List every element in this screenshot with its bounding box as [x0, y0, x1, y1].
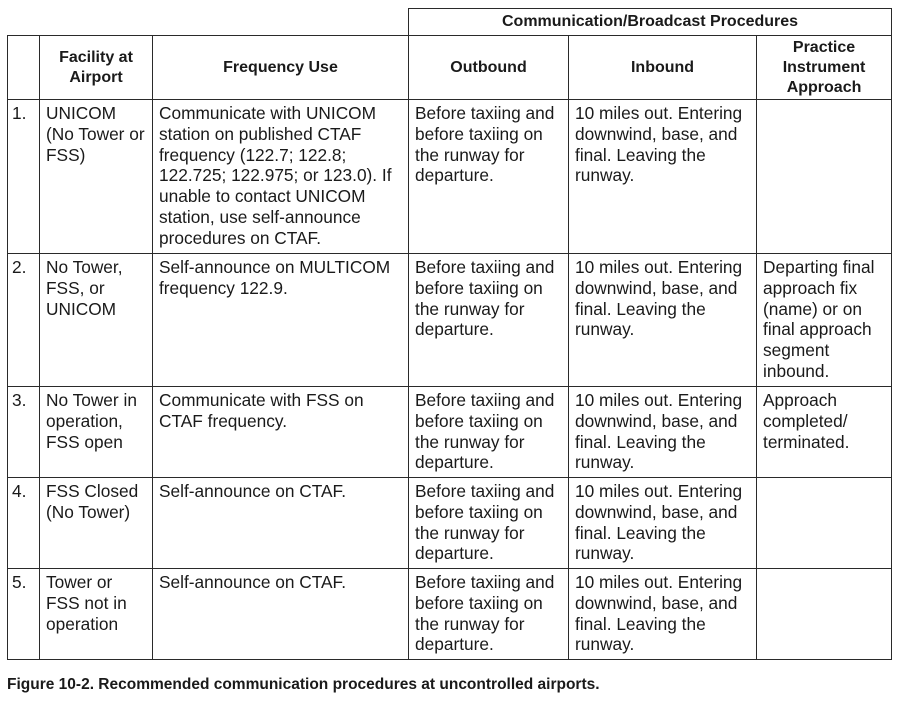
practice-approach-header: Practice Instrument Approach — [757, 36, 892, 100]
outbound-cell: Before taxiing and before taxiing on the runway for departure. — [409, 478, 569, 569]
outbound-cell: Before taxiing and before taxiing on the runway for departure. — [409, 254, 569, 387]
outbound-cell: Before taxiing and before taxiing on the runway for departure. — [409, 100, 569, 254]
practice-cell — [757, 569, 892, 660]
facility-cell: Tower or FSS not in operation — [40, 569, 153, 660]
practice-cell: Approach completed/ terminated. — [757, 387, 892, 478]
facility-cell: FSS Closed (No Tower) — [40, 478, 153, 569]
table-row — [8, 478, 892, 569]
group-header-row — [8, 9, 892, 36]
group-header: Communication/Broadcast Procedures — [409, 9, 892, 36]
facility-header: Facility at Airport — [40, 36, 153, 100]
frequency-use-cell: Communicate with FSS on CTAF frequency. — [153, 387, 409, 478]
inbound-header: Inbound — [569, 36, 757, 100]
number-header — [8, 36, 40, 100]
frequency-use-cell: Communicate with UNICOM station on published CTAF frequency (122.7; 122.8; 122.725; 122.975; or 123.0). If unable to contact UNICOM station, use self-announce procedures on CTAF. — [153, 100, 409, 254]
column-header-row — [8, 36, 892, 100]
row-number: 4. — [8, 478, 40, 569]
inbound-cell: 10 miles out. Entering downwind, base, and final. Leaving the runway. — [569, 254, 757, 387]
figure-caption: Figure 10-2. Recommended communication procedures at uncontrolled airports. — [7, 676, 600, 693]
table-row — [8, 569, 892, 660]
row-number: 2. — [8, 254, 40, 387]
outbound-cell: Before taxiing and before taxiing on the runway for departure. — [409, 569, 569, 660]
table-row — [8, 100, 892, 254]
practice-cell: Departing final approach fix (name) or on final approach segment inbound. — [757, 254, 892, 387]
practice-cell — [757, 478, 892, 569]
outbound-header: Outbound — [409, 36, 569, 100]
row-number: 5. — [8, 569, 40, 660]
outbound-cell: Before taxiing and before taxiing on the runway for departure. — [409, 387, 569, 478]
frequency-use-cell: Self-announce on MULTICOM frequency 122.9. — [153, 254, 409, 387]
table-row — [8, 387, 892, 478]
facility-cell: UNICOM (No Tower or FSS) — [40, 100, 153, 254]
inbound-cell: 10 miles out. Entering downwind, base, and final. Leaving the runway. — [569, 387, 757, 478]
inbound-cell: 10 miles out. Entering downwind, base, and final. Leaving the runway. — [569, 478, 757, 569]
practice-cell — [757, 100, 892, 254]
inbound-cell: 10 miles out. Entering downwind, base, and final. Leaving the runway. — [569, 100, 757, 254]
header-blank-cell — [8, 9, 409, 36]
row-number: 3. — [8, 387, 40, 478]
frequency-use-header: Frequency Use — [153, 36, 409, 100]
frequency-use-cell: Self-announce on CTAF. — [153, 478, 409, 569]
facility-cell: No Tower, FSS, or UNICOM — [40, 254, 153, 387]
table-row — [8, 254, 892, 387]
facility-cell: No Tower in operation, FSS open — [40, 387, 153, 478]
frequency-use-cell: Self-announce on CTAF. — [153, 569, 409, 660]
ctaf-procedures-table — [7, 8, 892, 660]
inbound-cell: 10 miles out. Entering downwind, base, and final. Leaving the runway. — [569, 569, 757, 660]
row-number: 1. — [8, 100, 40, 254]
